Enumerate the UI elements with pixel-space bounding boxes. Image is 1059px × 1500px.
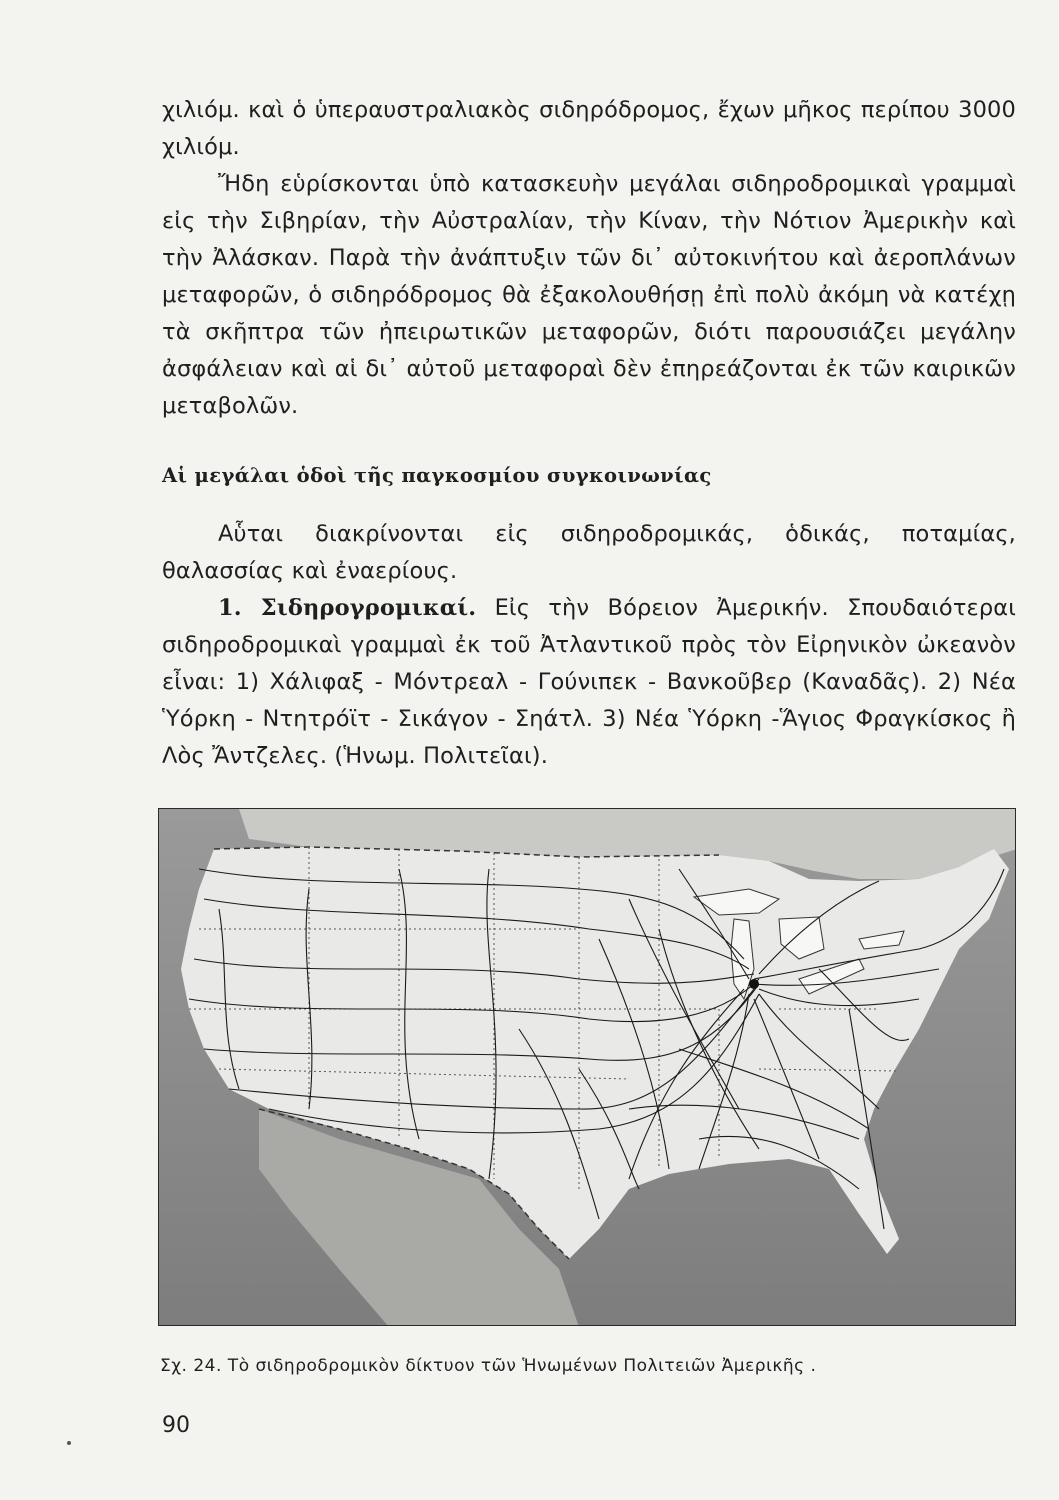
subsection-title: 1. Σιδηρογρομικαί. (218, 595, 477, 621)
section-heading: Αἱ μεγάλαι ὁδοὶ τῆς παγκοσμίου συγκοινωνίας (162, 464, 712, 487)
body-text (162, 92, 1016, 775)
margin-speck (67, 1441, 71, 1445)
us-railway-map (159, 809, 1016, 1326)
paragraph-3: Αὗται διακρίνονται εἰς σιδηροδρομικάς, ὁδικάς, ποταμίας, θαλασσίας καὶ ἐναερίους. (162, 521, 1016, 584)
paragraph-4 (162, 590, 1016, 775)
paragraph-2: Ἤδη εὑρίσκονται ὑπὸ κατασκευὴν μεγάλαι σιδηροδρομικαὶ γραμμαὶ εἰς τὴν Σιβηρίαν, τὴν Αὐστραλίαν, τὴν Κίναν, τὴν Νότιον Ἀμερικὴν καὶ τὴν Ἀλάσκαν. Παρὰ τὴν ἀνάπτυξιν τῶν δι᾽ αὐτοκινήτου καὶ ἀεροπλάνων μεταφορῶν, ὁ σιδηρόδρομος θὰ ἐξακολουθήσῃ ἐπὶ πολὺ ἀκόμη νὰ κατέχῃ τὰ σκῆπτρα τῶν ἠπειρωτικῶν μεταφορῶν, διότι παρουσιάζει μεγάλην ἀσφάλειαν καὶ αἱ δι᾽ αὐτοῦ μεταφοραὶ δὲν ἐπηρεάζονται ἐκ τῶν καιρικῶν μεταβολῶν. (162, 171, 1016, 419)
railway-map-figure (158, 808, 1016, 1326)
paragraph-1: χιλιόμ. καὶ ὁ ὑπεραυστραλιακὸς σιδηρόδρομος, ἔχων μῆκος περίπου 3000 χιλιόμ. (162, 97, 1016, 160)
page-number: 90 (162, 1413, 190, 1438)
figure-caption: Σχ. 24. Τὸ σιδηροδρομικὸν δίκτυον τῶν Ἡνωμένων Πολιτειῶν Ἀμερικῆς . (160, 1356, 817, 1376)
subsection-text: Εἰς τὴν Βόρειον Ἀμερικήν. Σπουδαιότεραι σιδηροδρομικαὶ γραμμαὶ ἐκ τοῦ Ἀτλαντικοῦ πρὸς τὸν Εἰρηνικὸν ὠκεανὸν εἶναι: 1) Χάλιφαξ - Μόντρεαλ - Γούνιπεκ - Βανκοῦβερ (Καναδᾶς). 2) Νέα Ὑόρκη - Ντητρόϊτ - Σικάγον - Σηάτλ. 3) Νέα Ὑόρκη -Ἅγιος Φραγκίσκος ἢ Λὸς Ἄντζελες. (Ἡνωμ. Πολιτεῖαι). (162, 595, 1016, 769)
chicago-hub (749, 979, 759, 989)
